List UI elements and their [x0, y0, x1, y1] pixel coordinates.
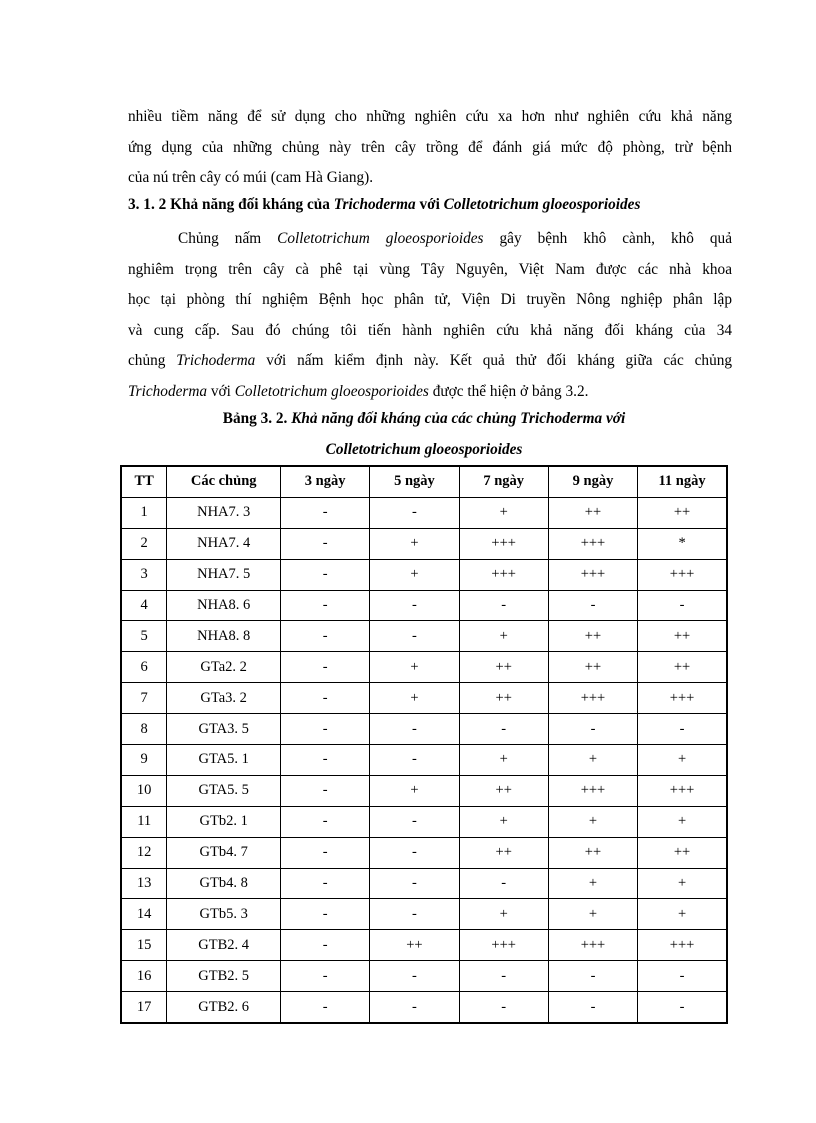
cell-day9: - — [548, 590, 637, 621]
cell-day11: - — [638, 714, 727, 745]
cell-day11: ++ — [638, 621, 727, 652]
cell-day11: * — [638, 528, 727, 559]
body-line: học tại phòng thí nghiệm Bệnh học phân tử, Viện Di truyền Nông nghiệp phân lập — [128, 291, 732, 308]
body-line: Trichoderma với Colletotrichum gloeosporioides được thể hiện ở bảng 3.2. — [128, 382, 589, 400]
cell-day7: - — [459, 590, 548, 621]
cell-day3: - — [281, 590, 370, 621]
cell-tt: 14 — [121, 899, 167, 930]
cell-day9: + — [548, 868, 637, 899]
cell-day9: +++ — [548, 559, 637, 590]
cell-day11: + — [638, 806, 727, 837]
cell-day7: + — [459, 806, 548, 837]
cell-tt: 13 — [121, 868, 167, 899]
cell-day5: + — [370, 528, 459, 559]
cell-day3: - — [281, 992, 370, 1023]
table-header-row — [121, 466, 727, 497]
table-row — [121, 930, 727, 961]
cell-tt: 15 — [121, 930, 167, 961]
cell-day11: + — [638, 899, 727, 930]
cell-day3: - — [281, 837, 370, 868]
cell-tt: 3 — [121, 559, 167, 590]
table-caption-label: Bảng 3. 2. — [222, 410, 288, 427]
table-row — [121, 621, 727, 652]
cell-day11: +++ — [638, 559, 727, 590]
cell-day9: ++ — [548, 497, 637, 528]
cell-day7: ++ — [459, 652, 548, 683]
cell-strain: GTb4. 8 — [167, 868, 281, 899]
cell-day3: - — [281, 621, 370, 652]
cell-tt: 7 — [121, 683, 167, 714]
cell-tt: 12 — [121, 837, 167, 868]
header-day3: 3 ngày — [281, 466, 370, 497]
body-line: Chủng nấm Colletotrichum gloeosporioides gây bệnh khô cành, khô quả — [178, 230, 732, 247]
cell-strain: GTA5. 5 — [167, 775, 281, 806]
cell-day3: - — [281, 497, 370, 528]
cell-day5: ++ — [370, 930, 459, 961]
section-number: 3. 1. 2 — [128, 196, 167, 213]
table-row — [121, 683, 727, 714]
cell-day3: - — [281, 745, 370, 776]
header-day9: 9 ngày — [548, 466, 637, 497]
cell-strain: GTB2. 5 — [167, 961, 281, 992]
cell-tt: 1 — [121, 497, 167, 528]
cell-day5: + — [370, 775, 459, 806]
cell-day9: - — [548, 961, 637, 992]
cell-day9: - — [548, 714, 637, 745]
cell-day7: + — [459, 497, 548, 528]
cell-day9: - — [548, 992, 637, 1023]
cell-day9: + — [548, 745, 637, 776]
cell-day3: - — [281, 868, 370, 899]
header-day11: 11 ngày — [638, 466, 727, 497]
header-tt: TT — [121, 466, 167, 497]
cell-strain: GTB2. 6 — [167, 992, 281, 1023]
table-caption — [120, 410, 728, 428]
cell-day5: - — [370, 868, 459, 899]
cell-day11: ++ — [638, 652, 727, 683]
cell-tt: 10 — [121, 775, 167, 806]
cell-day5: + — [370, 652, 459, 683]
cell-day9: + — [548, 806, 637, 837]
cell-strain: GTB2. 4 — [167, 930, 281, 961]
cell-day5: - — [370, 745, 459, 776]
section-pathogen: Colletotrichum gloeosporioides — [443, 196, 641, 213]
cell-day3: - — [281, 683, 370, 714]
section-title-pre: Khả năng đối kháng của — [170, 196, 330, 213]
cell-strain: GTa2. 2 — [167, 652, 281, 683]
cell-day7: +++ — [459, 559, 548, 590]
cell-day7: + — [459, 899, 548, 930]
table-row — [121, 497, 727, 528]
intro-paragraph — [128, 102, 732, 194]
cell-strain: NHA7. 3 — [167, 497, 281, 528]
cell-strain: GTb4. 7 — [167, 837, 281, 868]
table-row — [121, 899, 727, 930]
table-row — [121, 775, 727, 806]
cell-day5: - — [370, 714, 459, 745]
table-row — [121, 806, 727, 837]
cell-day9: +++ — [548, 683, 637, 714]
cell-day3: - — [281, 930, 370, 961]
table-row — [121, 961, 727, 992]
table-row — [121, 559, 727, 590]
body-line: và cung cấp. Sau đó chúng tôi tiến hành nghiên cứu khả năng đối kháng của 34 — [128, 321, 732, 339]
cell-day9: +++ — [548, 528, 637, 559]
cell-day11: - — [638, 590, 727, 621]
cell-day3: - — [281, 775, 370, 806]
cell-day5: - — [370, 621, 459, 652]
cell-tt: 5 — [121, 621, 167, 652]
cell-day7: ++ — [459, 837, 548, 868]
table-row — [121, 745, 727, 776]
table-row — [121, 837, 727, 868]
antagonism-table — [120, 465, 728, 1024]
table-row — [121, 528, 727, 559]
cell-day5: - — [370, 992, 459, 1023]
body-paragraph — [128, 224, 732, 407]
cell-day7: ++ — [459, 683, 548, 714]
cell-strain: NHA8. 6 — [167, 590, 281, 621]
cell-day11: + — [638, 868, 727, 899]
cell-day3: - — [281, 806, 370, 837]
cell-strain: GTb2. 1 — [167, 806, 281, 837]
cell-day7: - — [459, 961, 548, 992]
table-row — [121, 992, 727, 1023]
body-line: chủng Trichoderma với nấm kiểm định này. Kết quả thử đối kháng giữa các chủng — [128, 352, 733, 369]
cell-day5: + — [370, 559, 459, 590]
cell-day5: - — [370, 806, 459, 837]
cell-day7: +++ — [459, 528, 548, 559]
cell-strain: GTA5. 1 — [167, 745, 281, 776]
cell-tt: 2 — [121, 528, 167, 559]
cell-day9: +++ — [548, 930, 637, 961]
cell-day11: +++ — [638, 683, 727, 714]
cell-day9: +++ — [548, 775, 637, 806]
table-row — [121, 590, 727, 621]
cell-day3: - — [281, 961, 370, 992]
cell-strain: NHA8. 8 — [167, 621, 281, 652]
cell-strain: NHA7. 5 — [167, 559, 281, 590]
header-strain: Các chủng — [167, 466, 281, 497]
cell-day7: + — [459, 745, 548, 776]
cell-day7: ++ — [459, 775, 548, 806]
table-row — [121, 652, 727, 683]
cell-day3: - — [281, 652, 370, 683]
cell-tt: 6 — [121, 652, 167, 683]
section-genus: Trichoderma — [333, 196, 416, 213]
cell-day9: ++ — [548, 621, 637, 652]
cell-day3: - — [281, 528, 370, 559]
header-day7: 7 ngày — [459, 466, 548, 497]
cell-day11: - — [638, 961, 727, 992]
intro-line: của nú trên cây có múi (cam Hà Giang). — [128, 169, 374, 186]
cell-day3: - — [281, 559, 370, 590]
intro-line: nhiều tiềm năng để sử dụng cho những nghiên cứu xa hơn như nghiên cứu khả năng — [128, 108, 732, 125]
cell-day3: - — [281, 899, 370, 930]
table-caption-line2 — [120, 441, 728, 459]
cell-day11: ++ — [638, 497, 727, 528]
cell-day11: +++ — [638, 775, 727, 806]
cell-strain: NHA7. 4 — [167, 528, 281, 559]
cell-day9: + — [548, 899, 637, 930]
cell-day7: - — [459, 868, 548, 899]
table-caption-species: Colletotrichum gloeosporioides — [325, 441, 523, 458]
cell-day9: ++ — [548, 652, 637, 683]
cell-tt: 4 — [121, 590, 167, 621]
table-caption-text: Khả năng đối kháng của các chủng Trichoderma với — [291, 410, 626, 427]
cell-day11: - — [638, 992, 727, 1023]
cell-tt: 8 — [121, 714, 167, 745]
table-row — [121, 868, 727, 899]
table-row — [121, 714, 727, 745]
cell-tt: 11 — [121, 806, 167, 837]
section-heading — [128, 196, 640, 214]
cell-day9: ++ — [548, 837, 637, 868]
cell-strain: GTa3. 2 — [167, 683, 281, 714]
cell-day7: - — [459, 714, 548, 745]
cell-strain: GTA3. 5 — [167, 714, 281, 745]
cell-tt: 16 — [121, 961, 167, 992]
cell-day7: +++ — [459, 930, 548, 961]
intro-line: ứng dụng của những chủng này trên cây trồng để đánh giá mức độ phòng, trừ bệnh — [128, 138, 732, 156]
cell-day3: - — [281, 714, 370, 745]
cell-day5: - — [370, 961, 459, 992]
cell-tt: 9 — [121, 745, 167, 776]
cell-day11: ++ — [638, 837, 727, 868]
cell-day11: +++ — [638, 930, 727, 961]
cell-day5: - — [370, 837, 459, 868]
cell-strain: GTb5. 3 — [167, 899, 281, 930]
cell-day7: - — [459, 992, 548, 1023]
cell-day5: - — [370, 590, 459, 621]
cell-day5: - — [370, 497, 459, 528]
body-line: nghiêm trọng trên cây cà phê tại vùng Tây Nguyên, Việt Nam được các nhà khoa — [128, 260, 732, 278]
cell-tt: 17 — [121, 992, 167, 1023]
cell-day7: + — [459, 621, 548, 652]
cell-day5: - — [370, 899, 459, 930]
cell-day5: + — [370, 683, 459, 714]
cell-day11: + — [638, 745, 727, 776]
header-day5: 5 ngày — [370, 466, 459, 497]
section-title-mid: với — [419, 196, 440, 213]
